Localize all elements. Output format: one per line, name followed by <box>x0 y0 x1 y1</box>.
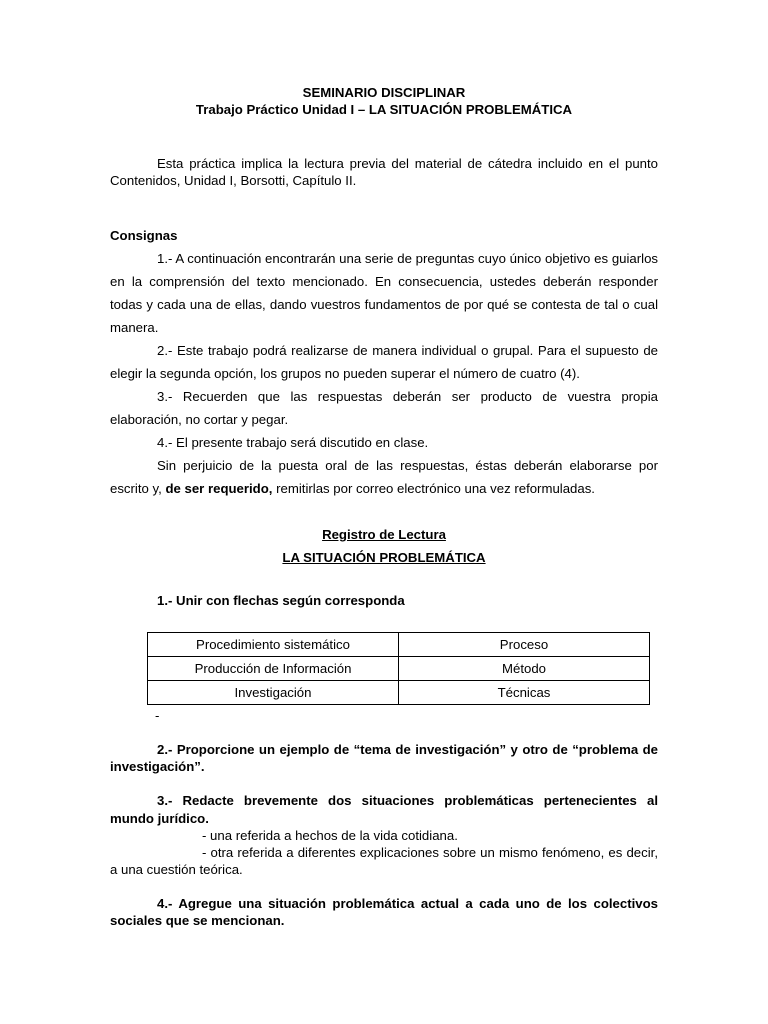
closing-text-b: remitirlas por correo electrónico una vez reformuladas. <box>272 480 595 496</box>
closing-text-bold: de ser requerido, <box>165 480 273 496</box>
registro-title: Registro de Lectura <box>322 526 446 542</box>
table-cell: Proceso <box>399 632 650 656</box>
document-title: SEMINARIO DISCIPLINAR <box>302 85 466 100</box>
table-cell: Técnicas <box>399 680 650 704</box>
table-row <box>148 632 650 656</box>
table-dash: - <box>155 707 160 723</box>
table-cell: Producción de Información <box>148 656 399 680</box>
table-cell: Método <box>399 656 650 680</box>
question-1: 1.- Unir con flechas según corresponda <box>157 592 405 608</box>
closing-text-a: Sin perjuicio de la puesta oral de las respuestas, éstas deberán elaborarse por escrito y, <box>110 457 658 496</box>
consigna-item-4: 4.- El presente trabajo será discutido en clase. <box>157 434 429 450</box>
consigna-closing <box>110 454 658 500</box>
consignas-heading: Consignas <box>110 227 178 243</box>
question-3-sub-1: - una referida a hechos de la vida cotidiana. <box>202 827 458 843</box>
question-3: 3.- Redacte brevemente dos situaciones problemáticas pertenecientes al mundo jurídico. <box>110 793 658 826</box>
table-cell: Procedimiento sistemático <box>148 632 399 656</box>
matching-table <box>147 632 650 705</box>
table-cell: Investigación <box>148 680 399 704</box>
document-subtitle: Trabajo Práctico Unidad I – LA SITUACIÓN PROBLEMÁTICA <box>195 102 573 118</box>
question-3-sub-2: - otra referida a diferentes explicaciones sobre un mismo fenómeno, es decir, a una cuestión teórica. <box>110 844 658 878</box>
consigna-item-3: 3.- Recuerden que las respuestas deberán ser producto de vuestra propia elaboración, no cortar y pegar. <box>110 388 658 427</box>
consigna-item-2: 2.- Este trabajo podrá realizarse de manera individual o grupal. Para el supuesto de elegir la segunda opción, los grupos no pueden superar el número de cuatro (4). <box>110 342 658 381</box>
registro-subtitle <box>110 546 658 569</box>
question-2: 2.- Proporcione un ejemplo de “tema de investigación” y otro de “problema de investigación”. <box>110 742 658 775</box>
table-row <box>148 680 650 704</box>
question-4: 4.- Agregue una situación problemática actual a cada uno de los colectivos sociales que se mencionan. <box>110 896 658 929</box>
registro-subtitle-text: LA SITUACIÓN PROBLEMÁTICA <box>282 549 486 565</box>
table-row <box>148 656 650 680</box>
intro-paragraph: Esta práctica implica la lectura previa del material de cátedra incluido en el punto Contenidos, Unidad I, Borsotti, Capítulo II. <box>110 156 658 189</box>
document-page <box>110 84 658 930</box>
consigna-item-1: 1.- A continuación encontrarán una serie de preguntas cuyo único objetivo es guiarlos en la comprensión del texto mencionado. En consecuencia, ustedes deberán responder todas y cada una de ellas, dando vuestros fundamentos de por qué se contesta de tal o cual manera. <box>110 250 658 335</box>
